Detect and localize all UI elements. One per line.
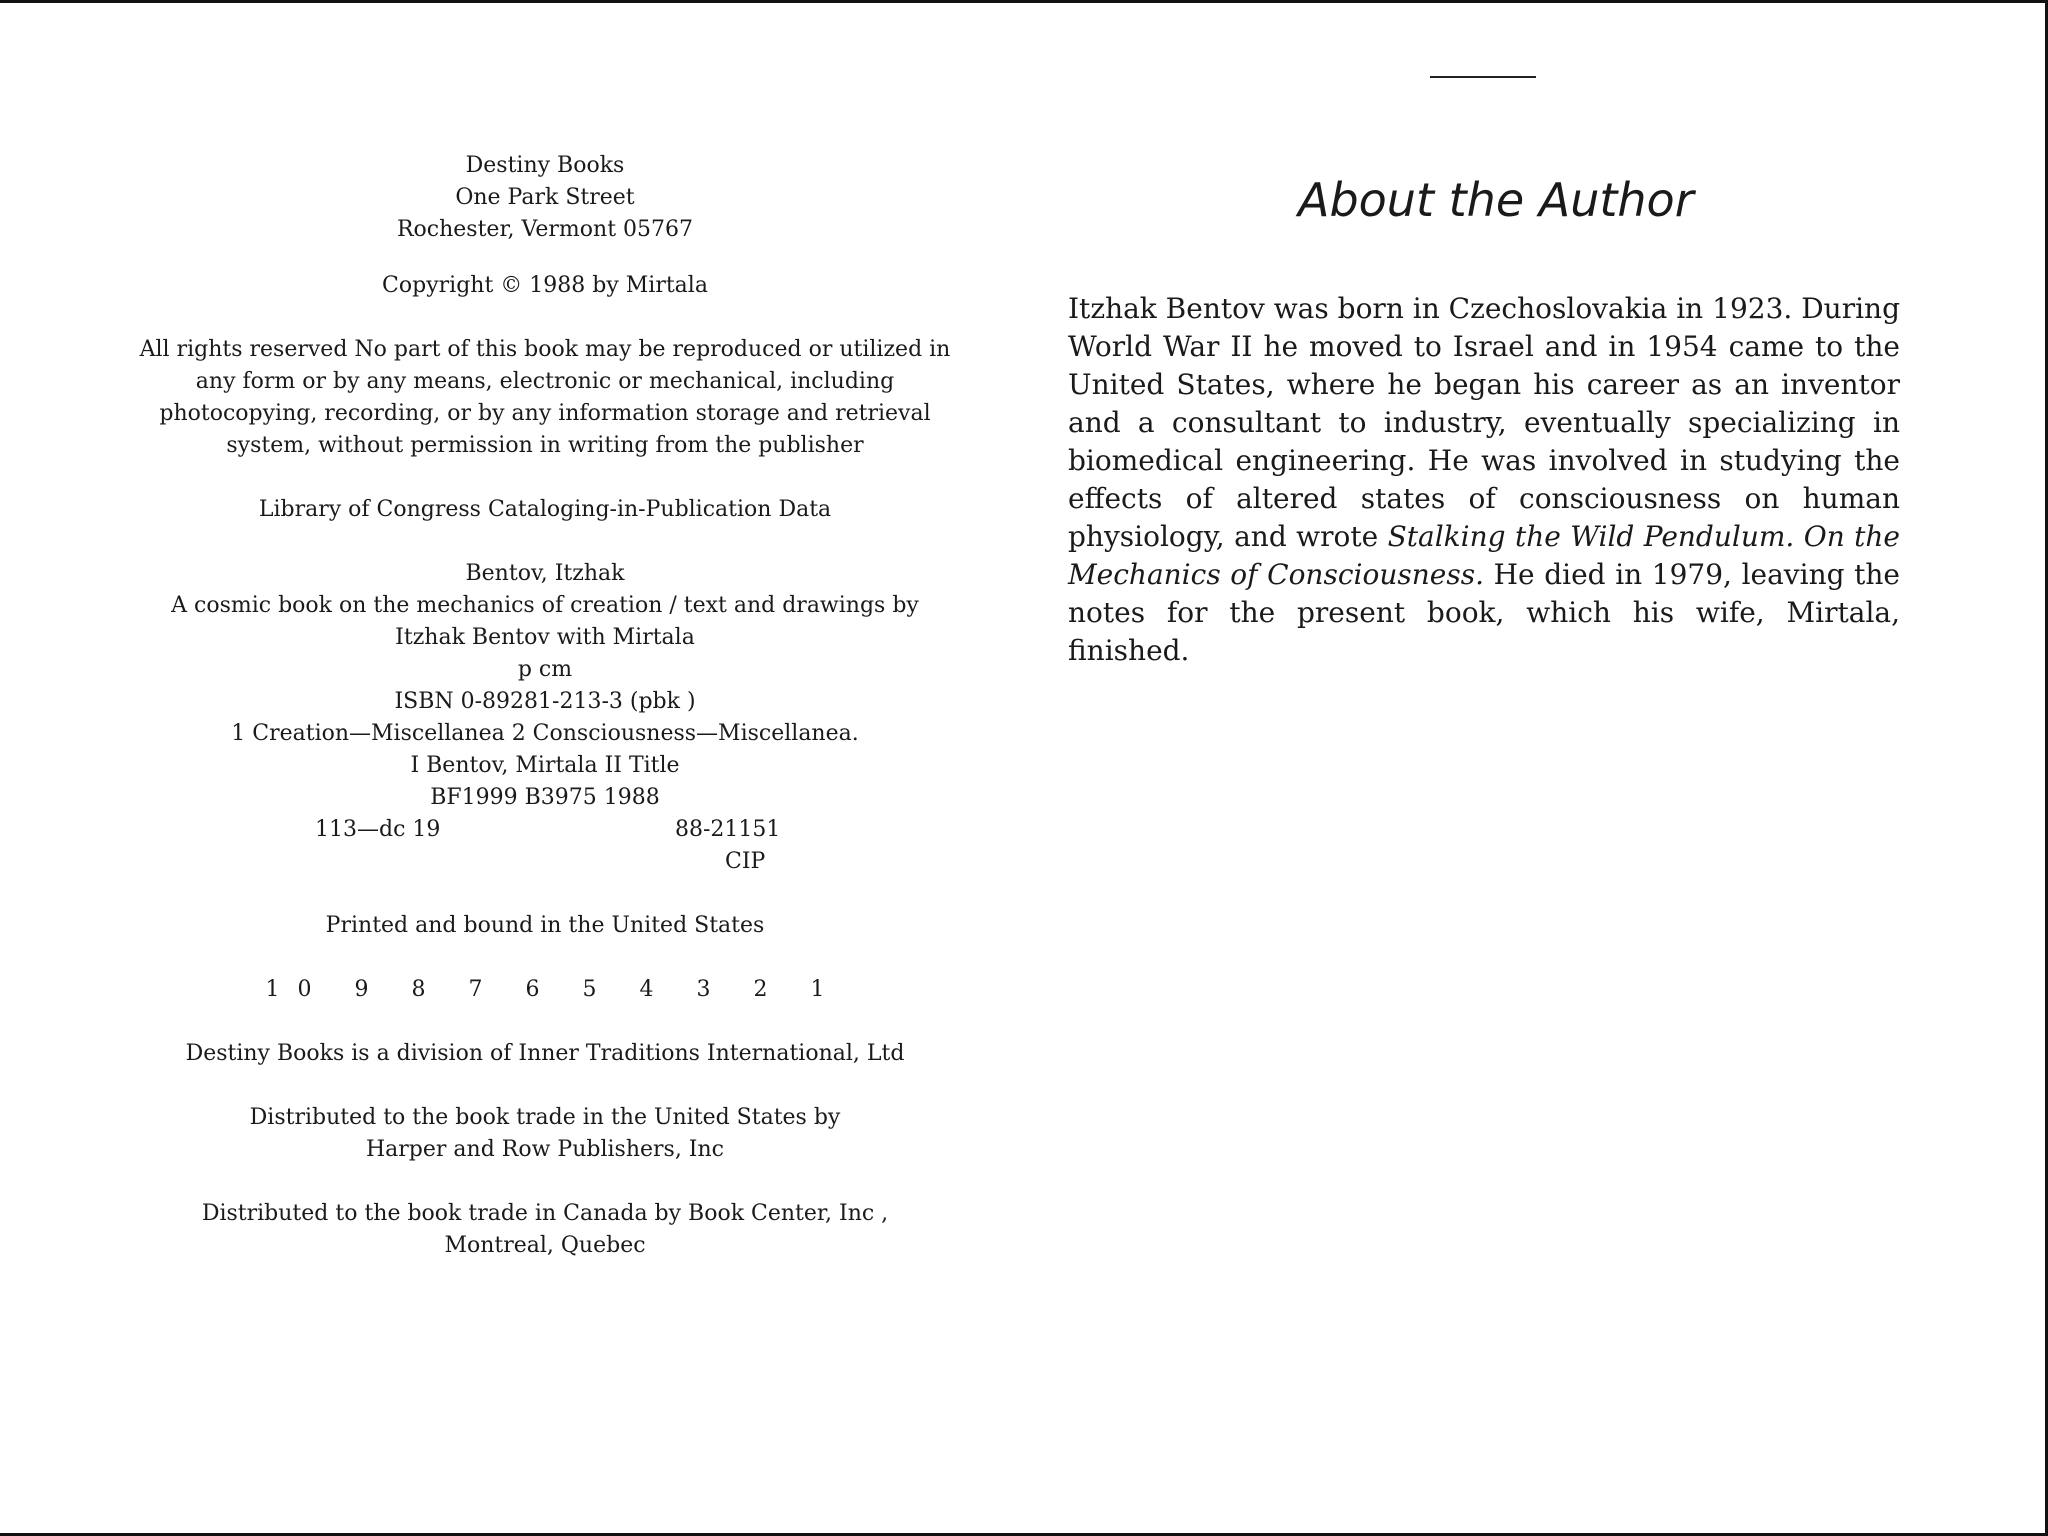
cip-label-row (120, 846, 970, 878)
about-author-page (1068, 150, 1900, 698)
printing-numbers: 10 9 8 7 6 5 4 3 2 1 (265, 977, 843, 1002)
copyright-page (120, 150, 970, 1294)
publisher-name: Destiny Books (465, 153, 625, 178)
printing-line-block (120, 974, 970, 1006)
rights-line: All rights reserved No part of this book may be reproduced or utilized in (139, 337, 951, 362)
cip-heading-block (120, 494, 970, 526)
distribution-canada (120, 1198, 970, 1262)
printed-block (120, 910, 970, 942)
distribution-us-line: Harper and Row Publishers, Inc (365, 1137, 724, 1162)
division-notice: Destiny Books is a division of Inner Traditions International, Ltd (185, 1041, 905, 1066)
rights-line: any form or by any means, electronic or mechanical, including (195, 369, 895, 394)
cip-author: Bentov, Itzhak (465, 561, 625, 586)
distribution-canada-line: Distributed to the book trade in Canada by Book Center, Inc , (201, 1201, 889, 1226)
copyright-notice: Copyright © 1988 by Mirtala (382, 273, 708, 298)
rights-line: system, without permission in writing from the publisher (226, 433, 864, 458)
rights-statement (120, 334, 970, 462)
division-block (120, 1038, 970, 1070)
cip-record (120, 558, 970, 878)
cip-added-entries: I Bentov, Mirtala II Title (410, 753, 680, 778)
copyright-notice-block (120, 270, 970, 302)
cip-isbn: ISBN 0-89281-213-3 (pbk ) (394, 689, 696, 714)
distribution-canada-line: Montreal, Quebec (444, 1233, 646, 1258)
distribution-us (120, 1102, 970, 1166)
cip-lccn: 88-21151 (675, 817, 781, 842)
bio-text-end: He died in 1979, leaving the notes for the present book, which his wife, Mirtala, finished. (1068, 558, 1900, 667)
rights-line: photocopying, recording, or by any information storage and retrieval (159, 401, 931, 426)
cip-title: A cosmic book on the mechanics of creation / text and drawings by (171, 593, 919, 618)
cip-title-cont: Itzhak Bentov with Mirtala (395, 625, 695, 650)
cip-dewey: 113—dc 19 (315, 817, 441, 842)
cip-pcm: p cm (517, 657, 573, 682)
bio-book-title: Stalking the Wild Pendulum. On the Mechanics of Consciousness. (1068, 520, 1900, 591)
header-rule (1430, 76, 1536, 78)
scan-border-top (0, 0, 2048, 3)
publisher-street: One Park Street (455, 185, 635, 210)
cip-subjects: 1 Creation—Miscellanea 2 Consciousness—Miscellanea. (231, 721, 859, 746)
cip-heading: Library of Congress Cataloging-in-Publication Data (258, 497, 832, 522)
publisher-city: Rochester, Vermont 05767 (396, 217, 694, 242)
publisher-address (120, 150, 970, 246)
page-title: About the Author (1298, 173, 1694, 227)
bio-text: Itzhak Bentov was born in Czechoslovakia in 1923. During World War II he moved to Israel and in 1954 came to the United States, where he began his career as an inventor and a consultant to industry, eventually specializing in biomedical engineering. He was involved in studying the effects of altered states of consciousness on human physiology, and wrote (1068, 292, 1900, 553)
cip-dewey-lccn-row (120, 814, 970, 846)
cip-call-number: BF1999 B3975 1988 (430, 785, 660, 810)
printed-notice: Printed and bound in the United States (325, 913, 765, 938)
distribution-us-line: Distributed to the book trade in the United States by (249, 1105, 841, 1130)
cip-label: CIP (725, 849, 766, 874)
author-bio (1068, 290, 1900, 670)
